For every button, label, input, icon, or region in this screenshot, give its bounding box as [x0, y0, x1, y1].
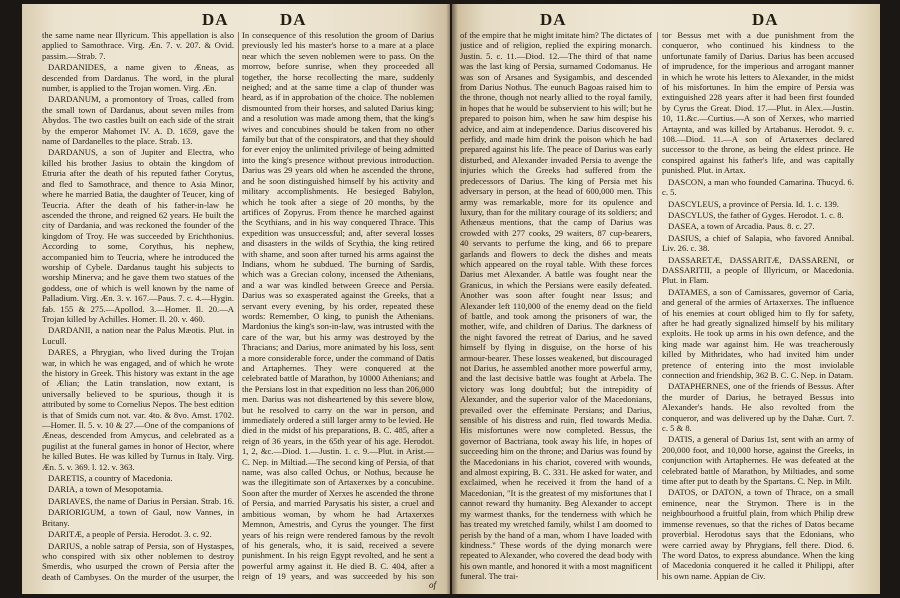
book-gutter: [446, 0, 458, 598]
left-page: [22, 4, 450, 594]
entry-paragraph: DARES, a Phrygian, who lived during the Trojan war, in which he was engaged, and of which he wrote the history in Greek. This history was extant in the age of Ælian; the Latin translation, now extant, is universally believed to be spurious, though it is attributed by some to Cornelius Nepos. The best edition is that of Smids cum not. var. 4to. & 8vo. Amst. 1702.—Homer. Il. 5. v. 10 & 27.—One of the companions of Æneas, descended from Amycus, and celebrated as a pugilist at the funeral games in honor of Hector, where he killed Butes. He was killed by Turnus in Italy. Virg. Æn. 5. v. 369. l. 12. v. 363.: [42, 347, 234, 472]
right-page: [452, 4, 880, 594]
entry-paragraph: DARDANIDES, a name given to Æneas, as descended from Dardanus. The word, in the plural number, is applied to the Trojan women. Virg. Æn.: [42, 62, 234, 94]
entry-paragraph: DASCON, a man who founded Camarina. Thucyd. 6. c. 5.: [662, 176, 854, 198]
entry-paragraph: tor Bessus met with a due punishment from the conqueror, who continued his kindness to the unfortunate family of Darius. Darius has been accused of imprudence, for the imperious and arrogant manner in which he wrote his letters to Alexander, in the midst of his misfortunes. In him the empire of Persia was extinguished 228 years after it had been first founded by Cyrus the Great. Diod. 17.—Plut. in Alex.—Justin. 10, 11.&c.—Curtius.—A son of Xerxes, who married Artaynta, and was killed by Artabanus. Herodot. 9. c. 108.—Diod. 11.—A son of Artaxerxes declared successor to the throne, as being the eldest prince. He conspired against his father's life, and was capitally punished. Plut. in Artax.: [662, 30, 854, 176]
entry-paragraph: DARITÆ, a people of Persia. Herodot. 3. c. 92.: [48, 529, 212, 540]
text-column-1: [460, 30, 652, 582]
entry-paragraph: DASEA, a town of Arcadia. Paus. 8. c. 27.: [668, 221, 815, 232]
text-column-1: [42, 30, 234, 582]
entry-paragraph: DARIORIGUM, a town of Gaul, now Vannes, in Britany.: [42, 507, 234, 528]
text-column-2: [242, 30, 434, 582]
entry-paragraph: DATOS, or DATON, a town of Thrace, on a small eminence, near the Strymon. There is in the neighbourhood a fruitful plain, from which Philip drew immense revenues, so that the riches of Datos became proverbial. Herodotus says that the Edonians, who were carried away by Phrygians, fell there. Diod. 6. The word Datos, to express abundance. When the king of Macedonia conquered it he called it Philippi, after his own name. Appian de Civ.: [662, 487, 854, 581]
entry-paragraph: DATAMES, a son of Camissares, governor of Caria, and general of the armies of Artaxerxes. The influence of his enemies at court obliged him to fly for safety, after he had greatly signalized himself by his military exploits. He took up arms in his own defence, and the king made war against him. He was treacherously killed by Mithridates, who had invited him under pretence of entering into the most inviolable connection and friendship, 362 B. C. C. Nep. in Datam.: [662, 286, 854, 380]
catchword: of: [428, 580, 436, 590]
entry-paragraph: DATAPHERNES, one of the friends of Bessus. After the murder of Darius, he betrayed Bessus into Alexander's hands. He also revolted from the conqueror, and was delivered up by the Dahæ. Curt. 7. c. 5 & 8.: [662, 381, 854, 434]
header-right: DA: [752, 10, 779, 29]
header-right: DA: [280, 10, 307, 29]
entry-paragraph: DARIAVES, the name of Darius in Persian. Strab. 16.: [48, 495, 234, 506]
entry-paragraph: DARIUS, a noble satrap of Persia, son of Hystaspes, who conspired with six other noblemen to destroy Smerdis, who usurped the crown of Persia after the death of Cambyses. On the murder of the usurper, the: [42, 540, 234, 582]
text-column-2: [662, 30, 854, 582]
entry-paragraph: the same name near Illyricum. This appellation is also applied to Samothrace. Virg. Æn. 7. v. 207. & Ovid. passim.—Strab. 7.: [42, 30, 234, 61]
entry-paragraph: DASCYLUS, the father of Gyges. Herodot. 1. c. 8.: [668, 209, 844, 220]
entry-paragraph: DARIA, a town of Mesopotamia.: [48, 484, 164, 495]
entry-paragraph: DARDANUS, a son of Jupiter and Electra, who killed his brother Jasius to obtain the kingdom of Etruria after the death of his reputed father Corytus, and fled to Samothrace, and thence to Asia Minor, where he married Batia, the daughter of Teucer, king of Teucria. After the death of his father-in-law he ascended the throne, and reigned 62 years. He built the city of Dardania, and was reckoned the founder of the kingdom of Troy. He was succeeded by Erichthonius. According to some, Corythus, his nephew, accompanied him to Teucria, where he introduced the worship of Cybele. Dardanus taught his subjects to worship Minerva; and he gave them two statues of the goddess, one of which is well known by the name of Palladium. Virg. Æn. 3. v. 167.—Paus. 7. c. 4.—Hygin. fab. 155 & 275.—Apollod. 3.—Homer. Il. 20.—A Trojan killed by Achilles. Homer. Il. 20. v. 460.: [42, 147, 234, 324]
entry-paragraph: DARDANUM, a promontory of Troas, called from the small town of Dardanus, about seven miles from Abydos. The two castles built on each side of the strait by the emperor Mahomet IV. A. D. 1659, gave the name of Dardanelles to the place. Strab. 13.: [42, 94, 234, 147]
entry-paragraph: of the empire that he might imitate him? The dictates of justice and of religion, replied the expiring monarch. Justin. 5. c. 11.—Diod. 12.—The third of that name was the last king of Persia, surnamed Codomanus. He was son of Arsanes and Sysigambis, and descended from Darius Nothus. The eunuch Bagoas raised him to the throne, though not nearly allied to the royal family, in hopes that he would be subservient to his will; but he prepared to poison him, when he saw him despise his advice, and aim at independence. Darius discovered his perfidy, and made him drink the poison which he had prepared against his life. The peace of Darius was early disturbed, and Alexander invaded Persia to avenge the injuries which the Greeks had suffered from the predecessors of Darius. The king of Persia met his adversary in person, at the head of 600,000 men. This army was remarkable, more for its opulence and luxury, than for the military courage of its soldiers; and Athenæus mentions, that the camp of Darius was crowded with 277 cooks, 29 waiters, 87 cup-bearers, 40 servants to perfume the king, and 66 to prepare garlands and flowers to deck the dishes and meats which appeared on the royal table. With these forces Darius met Alexander. A battle was fought near the Granicus, in which the Persians were easily defeated. Another was soon after fought near Issus; and Alexander left 110,000 of the enemy dead on the field of battle, and took among the prisoners of war, the mother, wife, and children of Darius. The darkness of the night favored the retreat of Darius, and he saved himself by flying in disguise, on the horse of his armour-bearer. These losses weakened, but discouraged not Darius, he assembled another more powerful army, and the last decisive battle was fought at Arbela. The victory was long doubtful; but the intrepidity of Alexander, and the superior valor of the Macedonians, prevailed over the effeminate Persians; and Darius, sensible of his distress and ruin, fled towards Media. His misfortunes were now completed. Bessus, the governor of Bactriana, took away his life, in hopes of succeeding him on the throne; and Darius was found by the Macedonians in his chariot, covered with wounds, and almost expiring, B. C. 331. He asked for water, and exclaimed, when he received it from the hand of a Macedonian, "It is the greatest of my misfortunes that I cannot reward thy humanity. Beg Alexander to accept my warmest thanks, for the tenderness with which he has treated my wretched family, whilst I am doomed to perish by the hand of a man, whom I have loaded with kindness." These words of the dying monarch were repeated to Alexander, who covered the dead body with his own mantle, and honored it with a most magnificent funeral. The trai-: [460, 30, 652, 582]
running-header: [452, 10, 880, 30]
entry-paragraph: DATIS, a general of Darius 1st, sent with an army of 200,000 foot, and 10,000 horse, against the Greeks, in conjunction with Artaphernes. He was defeated at the celebrated battle of Marathon, by Miltiades, and some time after put to death by the Spartans. C. Nep. in Milt.: [662, 434, 854, 487]
column-rule: [238, 32, 239, 580]
entry-paragraph: In consequence of this resolution the groom of Darius previously led his master's horse to a mare at a place near which the seven noblemen were to pass. On the morrow, before sunrise, when they proceeded all together, the horse recollecting the mare, suddenly neighed; and at the same time a clap of thunder was heard, as if in approbation of the choice. The noblemen dismounted from their horses, and saluted Darius king; and a resolution was made among them, that the king's wives and concubines should be taken from no other family but that of the conspirators, and that they should for ever enjoy the unlimited privilege of being admitted into the king's presence without previous introduction. Darius was 29 years old when he ascended the throne, and he soon distinguished himself by his activity and military accomplishments. He besieged Babylon, which he took after a siege of 20 months, by the artifices of Zopyrus. From thence he marched against the Scythians, and in his way conquered Thrace. This expedition was unsuccessful; and, after several losses and disasters in the wilds of Scythia, the king retired with shame, and soon after turned his arms against the Indians, whom he subdued. The burning of Sardis, which was a Grecian colony, incensed the Athenians, and a war was kindled between Greece and Persia. Darius was so exasperated against the Greeks, that a servant every evening, by his order, repeated these words: Remember, O king, to punish the Athenians. Mardonius the king's son-in-law, was intrusted with the care of the war, but his army was destroyed by the Thracians; and Darius, more animated by his loss, sent a more considerable force, under the command of Datis and Artaphernes. They were conquered at the celebrated battle of Marathon, by 10000 Athenians; and the Persians lost in that expedition no less than 206,000 men. Darius was not disheartened by this severe blow, but he resolved to carry on the war in person, and immediately ordered a still larger army to be levied. He died in the midst of his preparations, B. C. 485, after a reign of 36 years, in the 65th year of his age. Herodot. 1, 2, &c.—Diod. 1.—Justin. 1. c. 9.—Plut. in Arist.—C. Nep. in Miltiad.—The second king of Persia, of that name, was also called Ochus, or Nothus, because he was the illegitimate son of Artaxerxes by a concubine. Soon after the murder of Xerxes he ascended the throne of Persia, and married Parysatis his sister, a cruel and ambitious woman, by whom he had Artaxerxes Memnon, Amestris, and Cyrus the younger. The first years of his reign were rendered famous by the revolt of his generals, who, it is said, received a severe punishment. In his reign Egypt revolted, and he sent a powerful army against it. He died B. C. 404, after a reign of 19 years, and was succeeded by his son: [242, 30, 434, 582]
entry-paragraph: DASSARETÆ, DASSARITÆ, DASSARENI, or DASSARITII, a people of Illyricum, or Macedonia. Plut. in Flam.: [662, 254, 854, 286]
entry-paragraph: DASIUS, a chief of Salapia, who favored Annibal. Liv. 26. c. 38.: [662, 232, 854, 254]
entry-paragraph: DASCYLEUS, a province of Persia. Id. 1. c. 139.: [668, 198, 839, 209]
header-left: DA: [202, 10, 229, 29]
column-rule: [657, 32, 658, 580]
entry-paragraph: DARETIS, a country of Macedonia.: [48, 473, 173, 484]
entry-paragraph: DARDANII, a nation near the Palus Mæotis. Plut. in Lucull.: [42, 325, 234, 346]
header-left: DA: [540, 10, 567, 29]
running-header: [22, 10, 450, 30]
